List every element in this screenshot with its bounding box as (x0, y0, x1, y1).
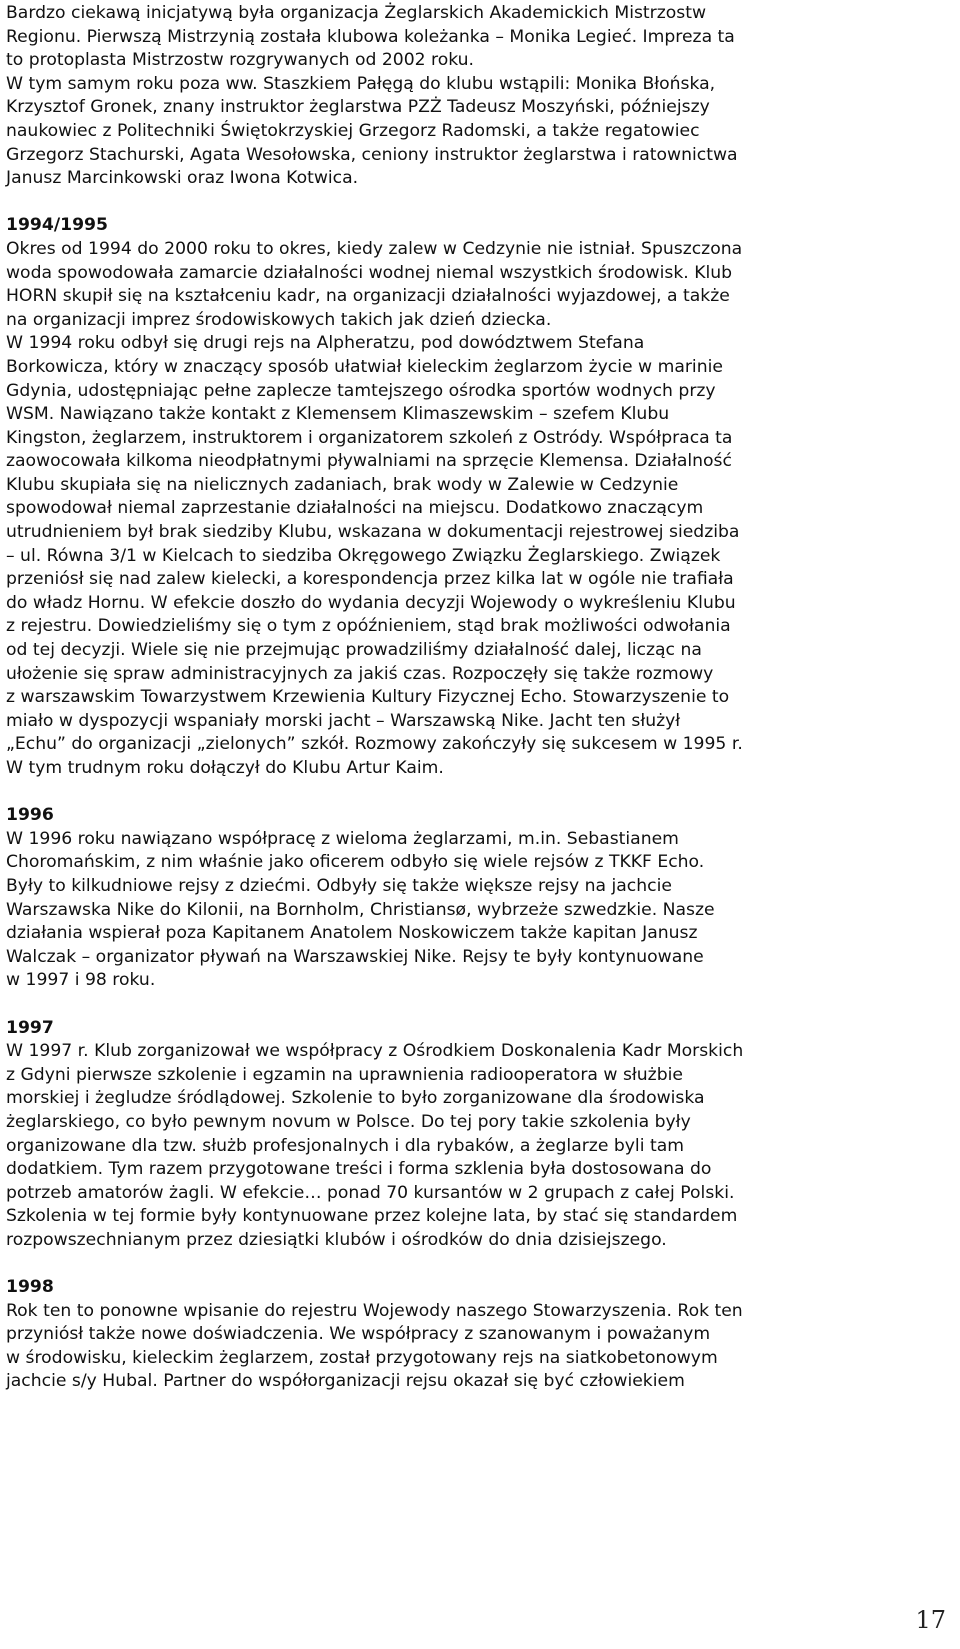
section-heading-1998: 1998 (6, 1277, 54, 1298)
document-page (6, 2, 911, 1394)
section-1994-1995-paragraph-2: W 1994 roku odbył się drugi rejs na Alpheratzu, pod dowództwem Stefana Borkowicza, który w znaczący sposób ułatwiał kieleckim żeglarzom życie w marinie Gdynia, udostępniając pełne zaplecze tamtejszego ośrodka sportów wodnych przy WSM. Nawiązano także kontakt z Klemensem Klimaszewskim – szefem Klubu Kingston, żeglarzem, instruktorem i organizatorem szkoleń z Ostródy. Współpraca ta zaowocowała kilkoma nieodpłatnymi pływalniami na sprzęcie Klemensa. Działalność Klubu skupiała się na nielicznych zadaniach, brak wody w Zalewie w Cedzynie spowodował niemal zaprzestanie działalności na miejscu. Dodatkowo znaczącym utrudnieniem był brak siedziby Klubu, wskazana w dokumentacji rejestrowej siedziba – ul. Równa 3/1 w Kielcach to siedziba Okręgowego Związku Żeglarskiego. Związek przeniósł się nad zalew kielecki, a korespondencja przez kilka lat w ogóle nie trafiała do władz Hornu. W efekcie doszło do wydania decyzji Wojewody o wykreśleniu Klubu z rejestru. Dowiedzieliśmy się o tym z opóźnieniem, stąd brak możliwości odwołania od tej decyzji. Wiele się nie przejmując prowadziliśmy działalność dalej, licząc na ułożenie się spraw administracyjnych za jakiś czas. Rozpoczęły się także rozmowy z warszawskim Towarzystwem Krzewienia Kultury Fizycznej Echo. Stowarzyszenie to miało w dyspozycji wspaniały morski jacht – Warszawską Nike. Jacht ten służył „Echu” do organizacji „zielonych” szkół. Rozmowy zakończyły się sukcesem w 1995 r. W tym trudnym roku dołączył do Klubu Artur Kaim. (6, 333, 743, 778)
section-1997-paragraph: W 1997 r. Klub zorganizował we współpracy z Ośrodkiem Doskonalenia Kadr Morskich z Gdyni pierwsze szkolenie i egzamin na uprawnienia radiooperatora w służbie morskiej i żegludze śródlądowej. Szkolenie to było zorganizowane dla środowiska żeglarskiego, co było pewnym novum w Polsce. Do tej pory takie szkolenia były organizowane dla tzw. służb profesjonalnych i dla rybaków, a żeglarze byli tam dodatkiem. Tym razem przygotowane treści i forma szklenia była dostosowana do potrzeb amatorów żagli. W efekcie… ponad 70 kursantów w 2 grupach z całej Polski. Szkolenia w tej formie były kontynuowane przez kolejne lata, by stać się standardem rozpowszechnianym przez dziesiątki klubów i ośrodków do dnia dzisiejszego. (6, 1041, 744, 1250)
intro-paragraph-2: W tym samym roku poza ww. Staszkiem Pałęgą do klubu wstąpili: Monika Błońska, Krzysztof Gronek, znany instruktor żeglarstwa PZŻ Tadeusz Moszyński, późniejszy naukowiec z Politechniki Świętokrzyskiej Grzegorz Radomski, a także regatowiec Grzegorz Stachurski, Agata Wesołowska, ceniony instruktor żeglarstwa i ratownictwa Janusz Marcinkowski oraz Iwona Kotwica. (6, 73, 738, 189)
section-heading-1996: 1996 (6, 805, 54, 826)
section-heading-1994-1995: 1994/1995 (6, 215, 108, 236)
page-number: 17 (915, 1606, 946, 1634)
intro-paragraph-1: Bardzo ciekawą inicjatywą była organizacja Żeglarskich Akademickich Mistrzostw Regionu. Pierwszą Mistrzynią została klubowa koleżanka – Monika Legieć. Impreza ta to protoplasta Mistrzostw rozgrywanych od 2002 roku. (6, 3, 735, 71)
section-1994-1995-paragraph-1: Okres od 1994 do 2000 roku to okres, kiedy zalew w Cedzynie nie istniał. Spuszczona woda spowodowała zamarcie działalności wodnej niemal wszystkich środowisk. Klub HORN skupił się na kształceniu kadr, na organizacji działalności wyjazdowej, a także na organizacji imprez środowiskowych takich jak dzień dziecka. (6, 238, 743, 330)
section-1996-paragraph: W 1996 roku nawiązano współpracę z wieloma żeglarzami, m.in. Sebastianem Choromańskim, z nim właśnie jako oficerem odbyło się wiele rejsów z TKKF Echo. Były to kilkudniowe rejsy z dziećmi. Odbyły się także większe rejsy na jachcie Warszawska Nike do Kilonii, na Bornholm, Christiansø, wybrzeże szwedzkie. Nasze działania wspierał poza Kapitanem Anatolem Noskowiczem także kapitan Janusz Walczak – organizator pływań na Warszawskiej Nike. Rejsy te były kontynuowane w 1997 i 98 roku. (6, 828, 715, 991)
section-1998-paragraph: Rok ten to ponowne wpisanie do rejestru Wojewody naszego Stowarzyszenia. Rok ten przyniósł także nowe doświadczenia. We współpracy z szanowanym i poważanym w środowisku, kieleckim żeglarzem, został przygotowany rejs na siatkobetonowym jachcie s/y Hubal. Partner do współorganizacji rejsu okazał się być człowiekiem (6, 1300, 743, 1392)
section-heading-1997: 1997 (6, 1017, 54, 1038)
